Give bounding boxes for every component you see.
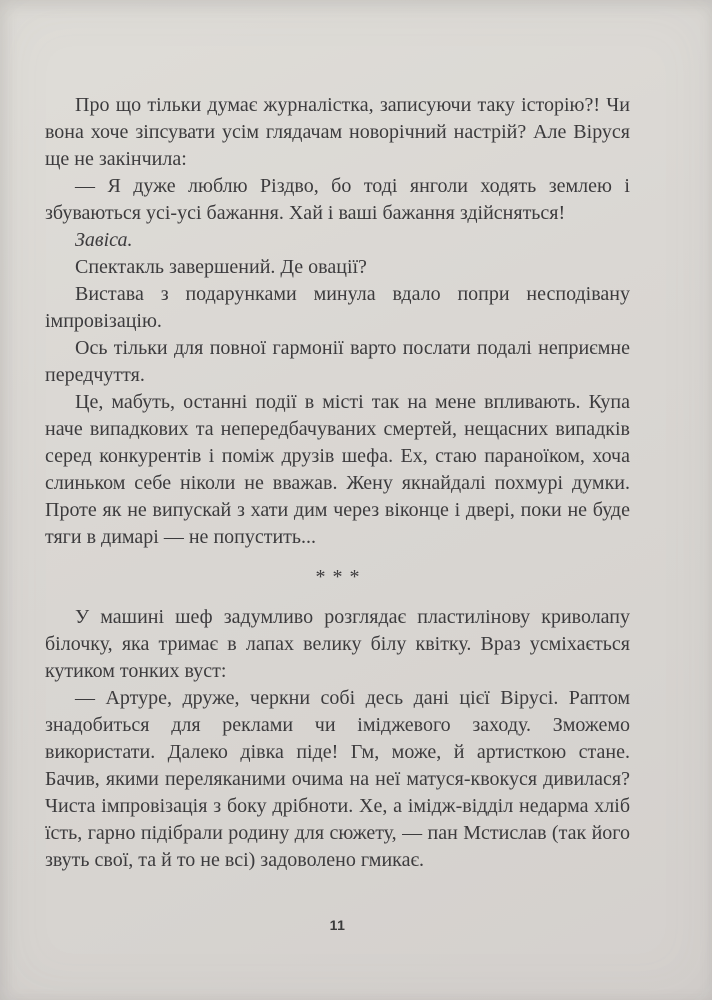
paragraph: Завіса. xyxy=(75,229,133,251)
section-separator: *** xyxy=(315,566,367,588)
page-number: 11 xyxy=(329,917,346,933)
paragraph: Вистава з подарунками минула вдало попри несподівану імпровізацію. xyxy=(45,283,630,332)
paragraph: Це, мабуть, останні події в місті так на мене впливають. Купа наче випадкових та непередбачуваних смертей, нещасних випадків серед конкурентів і поміж друзів шефа. Ех, стаю параноїком, хоча слиньком себе ніколи не вважав. Жену якнайдалі похмурі думки. Проте як не випускай з хати дим через віконце і двері, поки не буде тяги в димарі — не попустить... xyxy=(45,391,630,548)
paragraph: Ось тільки для повної гармонії варто послати подалі неприємне передчуття. xyxy=(45,337,630,386)
paragraph: — Я дуже люблю Різдво, бо тоді янголи ходять землею і збуваються усі-усі бажання. Хай і ваші бажання здійсняться! xyxy=(45,175,630,224)
paragraph: У машині шеф задумливо розглядає пластилінову криволапу білочку, яка тримає в лапах велику білу квітку. Враз усміхається кутиком тонких вуст: xyxy=(45,606,630,682)
paragraph: Про що тільки думає журналістка, записуючи таку історію?! Чи вона хоче зіпсувати усім глядачам новорічний настрій? Але Віруся ще не закінчила: xyxy=(45,94,630,170)
paragraph: Спектакль завершений. Де овації? xyxy=(75,256,367,278)
paragraph: — Артуре, друже, черкни собі десь дані цієї Вірусі. Раптом знадобиться для реклами чи іміджевого заходу. Зможемо використати. Далеко дівка піде! Гм, може, й артисткою стане. Бачив, якими переляканими очима на неї матуся-квокуся дивилася? Чиста імпровізація з боку дрібноти. Хе, а імідж-відділ недарма хліб їсть, гарно підібрали родину для сюжету, — пан Мстислав (так його звуть свої, та й то не всі) задоволено гмикає. xyxy=(45,687,630,871)
page-text-block xyxy=(45,92,630,874)
